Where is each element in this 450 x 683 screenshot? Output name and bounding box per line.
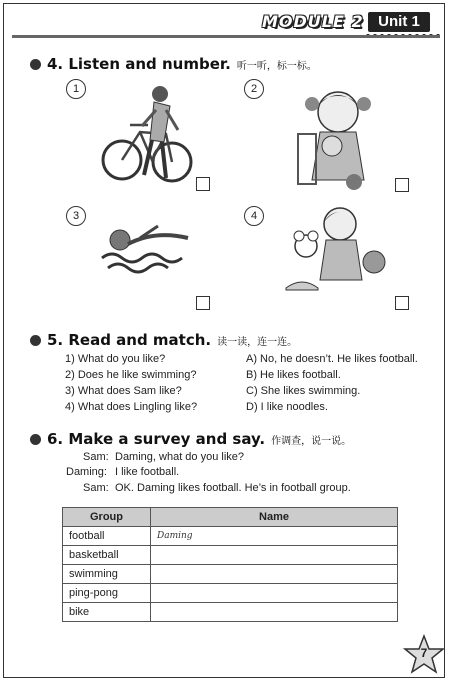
- dialogue-line-1: Daming, what do you like?: [115, 451, 245, 463]
- section-4-title: 4. Listen and number.: [47, 55, 231, 73]
- section-5-title: 5. Read and match.: [47, 331, 212, 349]
- group-cell: basketball: [63, 546, 151, 565]
- bullet-icon: [30, 59, 41, 70]
- item-number-2: 2: [244, 79, 264, 99]
- name-cell[interactable]: Daming: [151, 527, 398, 546]
- module-label: MODULE 2: [262, 12, 364, 31]
- bullet-icon: [30, 335, 41, 346]
- group-cell: ping-pong: [63, 584, 151, 603]
- dialogue-speaker-1: Sam:: [83, 451, 109, 463]
- table-header-row: [63, 508, 398, 527]
- section-6-title: 6. Make a survey and say.: [47, 430, 266, 448]
- bullet-icon: [30, 434, 41, 445]
- item-number-1: 1: [66, 79, 86, 99]
- answer-d[interactable]: D) I like noodles.: [246, 401, 328, 413]
- answer-box-4[interactable]: [395, 296, 409, 310]
- girl-baby-picture: [292, 84, 382, 192]
- table-row: [63, 584, 398, 603]
- question-3[interactable]: 3) What does Sam like?: [65, 385, 182, 397]
- header-name: Name: [151, 508, 398, 527]
- question-2[interactable]: 2) Does he like swimming?: [65, 369, 197, 381]
- section-5-cn: 读一读，连一连。: [217, 337, 298, 348]
- unit-badge: Unit 1: [368, 12, 430, 32]
- table-row: [63, 546, 398, 565]
- section-4-cn: 听一听，标一标。: [236, 61, 317, 72]
- table-row: [63, 603, 398, 622]
- man-bicycle-picture: [100, 80, 195, 190]
- name-cell[interactable]: [151, 584, 398, 603]
- group-cell: bike: [63, 603, 151, 622]
- survey-table: [62, 507, 398, 622]
- answer-a[interactable]: A) No, he doesn’t. He likes football.: [246, 353, 418, 365]
- table-row: [63, 527, 398, 546]
- girl-toys-picture: [282, 202, 387, 294]
- dialogue-speaker-3: Sam:: [83, 482, 109, 494]
- name-cell[interactable]: [151, 546, 398, 565]
- answer-c[interactable]: C) She likes swimming.: [246, 385, 361, 397]
- header-rule: [12, 35, 440, 38]
- section-4-heading: [30, 55, 317, 73]
- answer-box-2[interactable]: [395, 178, 409, 192]
- boy-swimming-picture: [100, 222, 195, 277]
- group-cell: football: [63, 527, 151, 546]
- answer-box-3[interactable]: [196, 296, 210, 310]
- header-group: Group: [63, 508, 151, 527]
- dialogue-line-2: I like football.: [115, 466, 180, 478]
- table-row: [63, 565, 398, 584]
- question-4[interactable]: 4) What does Lingling like?: [65, 401, 198, 413]
- page-number: 7: [420, 646, 428, 660]
- section-6-cn: 作调查，说一说。: [271, 436, 352, 447]
- name-cell[interactable]: [151, 603, 398, 622]
- group-cell: swimming: [63, 565, 151, 584]
- section-5-heading: [30, 331, 297, 349]
- dialogue-speaker-2: Daming:: [66, 466, 107, 478]
- item-number-3: 3: [66, 206, 86, 226]
- answer-b[interactable]: B) He likes football.: [246, 369, 341, 381]
- name-cell[interactable]: [151, 565, 398, 584]
- section-6-heading: [30, 430, 351, 448]
- answer-box-1[interactable]: [196, 177, 210, 191]
- question-1[interactable]: 1) What do you like?: [65, 353, 166, 365]
- item-number-4: 4: [244, 206, 264, 226]
- dialogue-line-3: OK. Daming likes football. He’s in football group.: [115, 482, 351, 494]
